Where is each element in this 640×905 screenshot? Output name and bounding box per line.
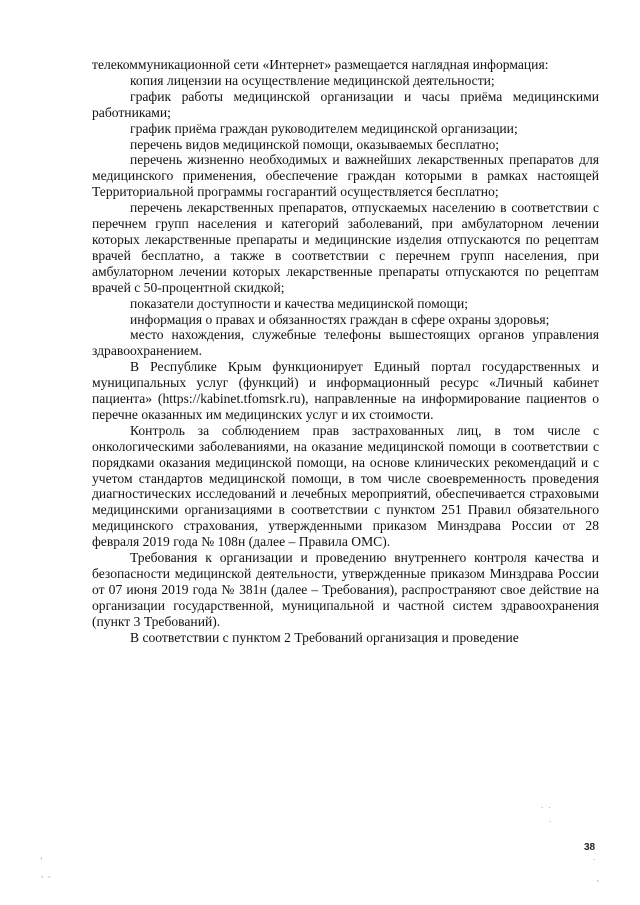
page-number: 38 — [584, 842, 596, 853]
paragraph: телекоммуникационной сети «Интернет» размещается наглядная информация: — [92, 57, 549, 72]
paragraph: В соответствии с пунктом 2 Требований организация и проведение — [130, 629, 519, 645]
paragraph: Контроль за соблюдением прав застрахованных лиц, в том числе с онкологическими заболеваниями, на оказание медицинской помощи в соответствии с порядками оказания медицинской помощи, на основе клинических рекомендаций и с учетом стандартов медицинской помощи, в том числе своевременность проведения диагностических исследований и лечебных мероприятий, обеспечивается страховыми медицинскими организациями в соответствии с пунктом 251 Правил обязательного медицинского страхования, утвержденными приказом Минздрава России от 28 февраля 2019 года № 108н (далее – Правила ОМС). — [92, 422, 599, 550]
paragraph: перечень жизненно необходимых и важнейших лекарственных препаратов для медицинского применения, обеспечение граждан которыми в рамках настоящей Территориальной программы госгарантий осуществляется бесплатно; — [92, 152, 599, 200]
paragraph: показатели доступности и качества медицинской помощи; — [130, 295, 468, 311]
paragraph: копия лицензии на осуществление медицинской деятельности; — [130, 72, 495, 88]
scan-artifact: ˎ — [596, 873, 601, 883]
scan-artifact: ˛ ˎ — [40, 869, 52, 879]
paragraph: Требования к организации и проведению внутреннего контроля качества и безопасности медицинской деятельности, утвержденные приказом Минздрава России от 07 июня 2019 года № 381н (далее – Требования), распространяют свое действие на организации государственной, муниципальной и частной систем здравоохранения (пункт 3 Требований). — [92, 550, 599, 629]
body-text — [92, 57, 599, 646]
scan-artifact: ˙ — [592, 859, 597, 869]
scan-artifact: ˙ — [548, 821, 553, 831]
paragraph: перечень видов медицинской помощи, оказываемых бесплатно; — [130, 136, 500, 152]
paragraph: информация о правах и обязанностях граждан в сфере охраны здоровья; — [130, 311, 550, 327]
paragraph: перечень лекарственных препаратов, отпускаемых населению в соответствии с перечнем групп населения и категорий заболеваний, при амбулаторном лечении которых лекарственные препараты и медицинские изделия отпускаются по рецептам врачей бесплатно, а также в соответствии с перечнем групп населения, при амбулаторном лечении которых лекарственные препараты отпускаются по рецептам врачей с 50-процентной скидкой; — [92, 200, 599, 295]
paragraph: В Республике Крым функционирует Единый портал государственных и муниципальных услуг (функций) и информационный ресурс «Личный кабинет пациента» (https://kabinet.tfomsrk.ru), направленные на информирование пациентов о перечне оказанных им медицинских услуг и их стоимости. — [92, 359, 599, 422]
scan-artifact: ˙ ˙ — [540, 807, 552, 817]
scan-artifact: ˈ — [40, 857, 43, 867]
paragraph: график работы медицинской организации и часы приёма медицинскими работниками; — [92, 88, 599, 120]
paragraph: график приёма граждан руководителем медицинской организации; — [130, 120, 518, 136]
paragraph: место нахождения, служебные телефоны вышестоящих органов управления здравоохранением. — [92, 327, 599, 359]
